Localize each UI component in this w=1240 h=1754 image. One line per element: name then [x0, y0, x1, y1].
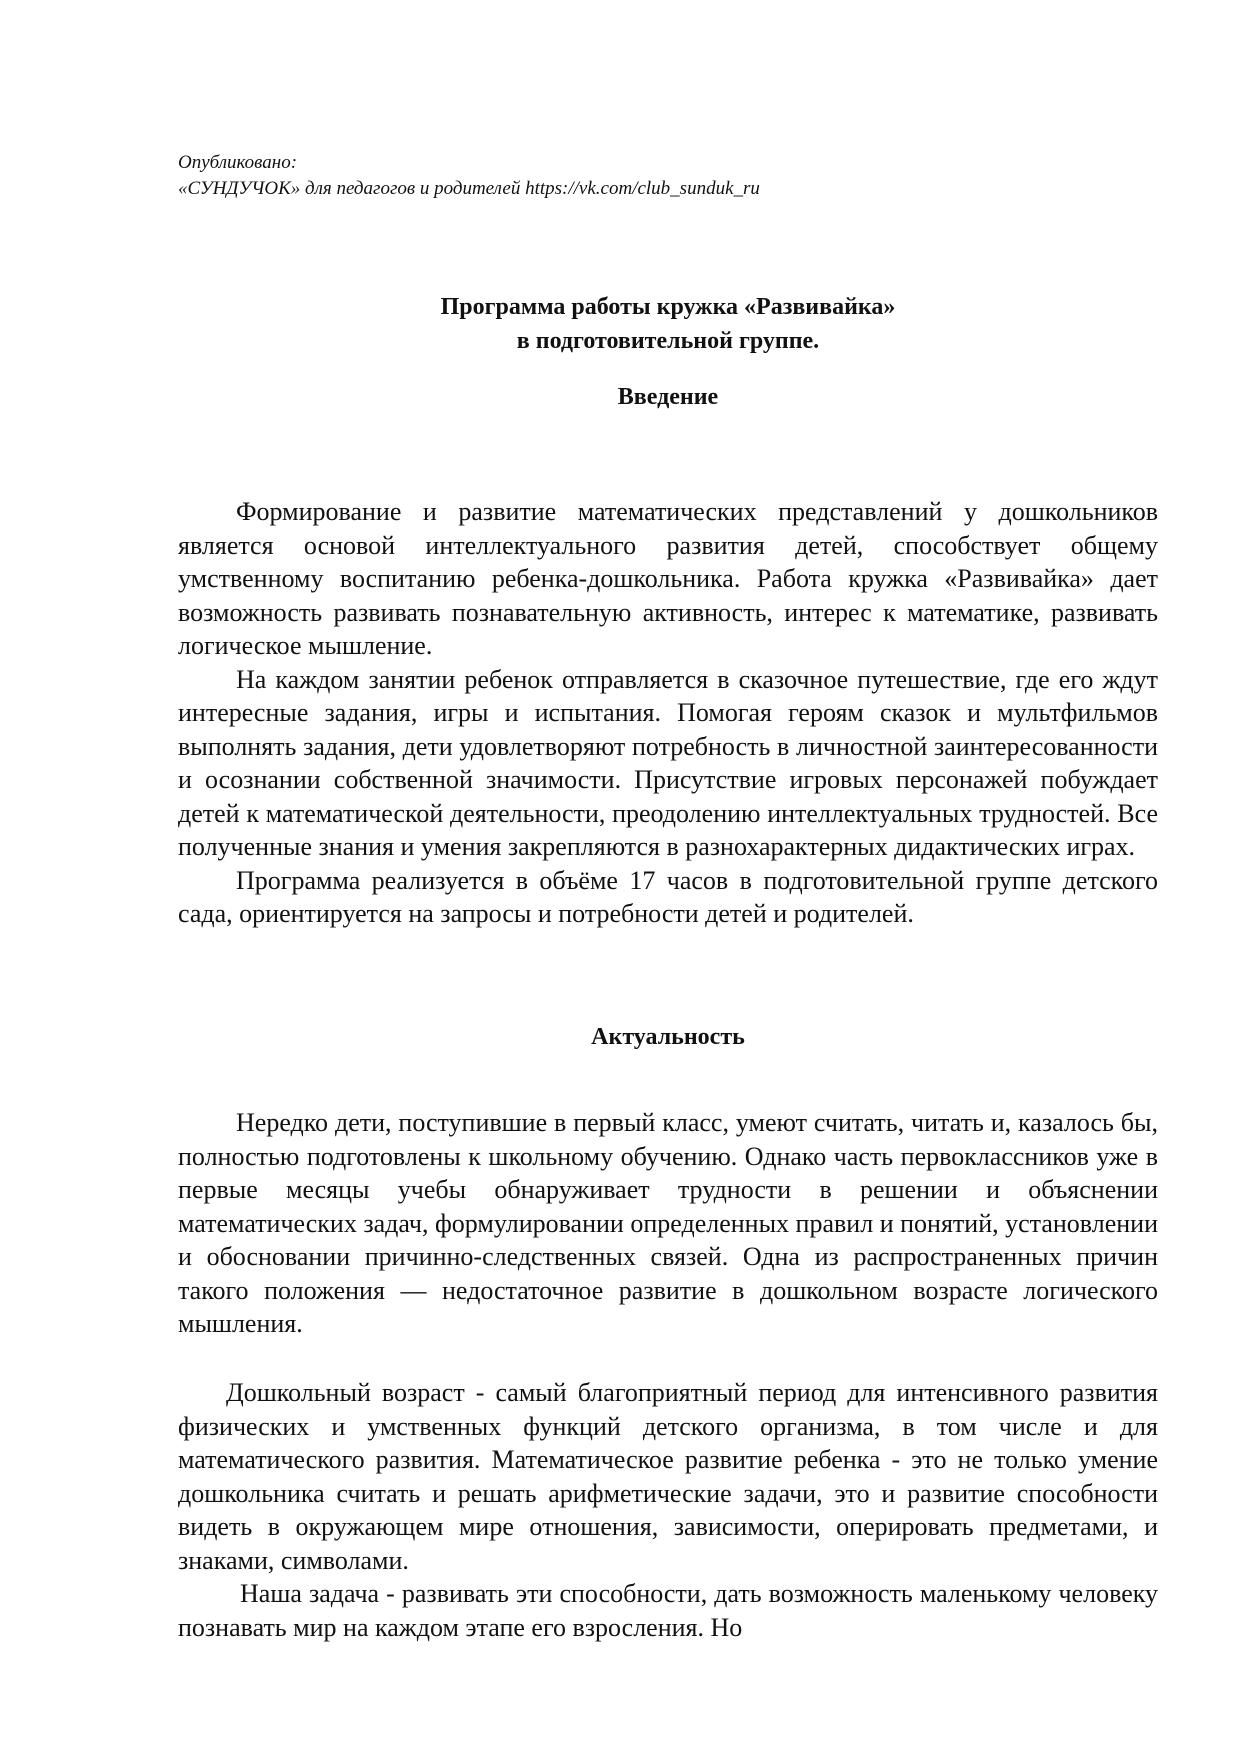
relevance-section [178, 1106, 1158, 1341]
intro-paragraph: Программа реализуется в объёме 17 часов в подготовительной группе детского сада, ориентируется на запросы и потребности детей и родителей. [178, 865, 1158, 928]
title-line-2: в подготовительной группе. [516, 328, 820, 354]
relevance-section-continued [178, 1376, 1158, 1644]
relevance-paragraph: Нередко дети, поступившие в первый класс, умеют считать, читать и, казалось бы, полностью подготовлены к школьному обучению. Однако часть первоклассников уже в первые месяцы учебы обнаруживает трудности в решении и объяснении математических задач, формулировании определенных правил и понятий, установлении и обосновании причинно-следственных связей. Одна из распространенных причин такого положения — недостаточное развитие в дошкольном возрасте логического мышления. [178, 1108, 1158, 1338]
relevance-paragraph: Дошкольный возраст - самый благоприятный период для интенсивного развития физических и умственных функций детского организма, в том числе и для математического развития. Математическое развитие ребенка - это не только умение дошкольника считать и решать арифметические задачи, это и развитие способности видеть в окружающем мире отношения, зависимости, оперировать предметами, и знаками, символами. [178, 1378, 1158, 1575]
relevance-paragraph: Наша задача - развивать эти способности, дать возможность маленькому человеку познавать мир на каждом этапе его взросления. Но [178, 1579, 1158, 1642]
publication-header [178, 150, 1078, 202]
published-label: Опубликовано: [178, 152, 298, 173]
title-line-1: Программа работы кружка «Развивайка» [440, 294, 896, 320]
intro-paragraph: Формирование и развитие математических представлений у дошкольников является основой интеллектуального развития детей, способствует общему умственному воспитанию ребенка-дошкольника. Работа кружка «Развивайка» дает возможность развивать познавательную активность, интерес к математике, развивать логическое мышление. [178, 497, 1158, 660]
intro-paragraph: На каждом занятии ребенок отправляется в сказочное путешествие, где его ждут интересные задания, игры и испытания. Помогая героям сказок и мультфильмов выполнять задания, дети удовлетворяют потребность в личностной заинтересованности и осознании собственной значимости. Присутствие игровых персонажей побуждает детей к математической деятельности, преодолению интеллектуальных трудностей. Все полученные знания и умения закрепляются в разнохарактерных дидактических играх. [178, 664, 1158, 861]
relevance-heading: Актуальность [591, 1024, 745, 1050]
intro-section [178, 495, 1158, 931]
published-source: «СУНДУЧОК» для педагогов и родителей https://vk.com/club_sunduk_ru [178, 178, 760, 199]
intro-heading: Введение [617, 384, 719, 410]
document-title [178, 290, 1158, 358]
